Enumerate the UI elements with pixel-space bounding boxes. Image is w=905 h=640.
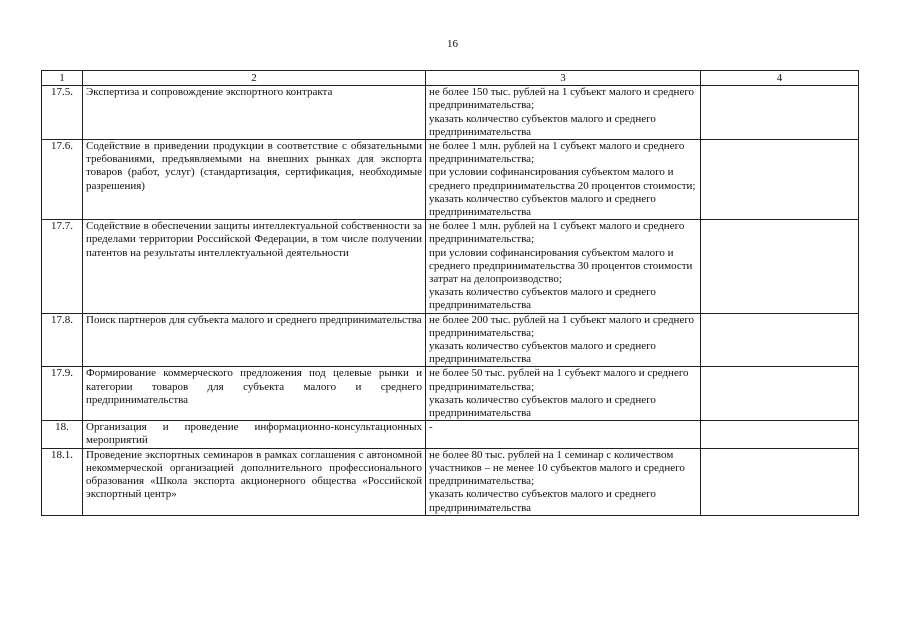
item-column-4 [701,86,859,140]
column-header: 1 [42,71,83,86]
column-header: 3 [426,71,701,86]
item-column-4 [701,367,859,421]
item-number: 17.5. [42,86,83,140]
table-row [42,140,859,220]
item-number: 17.6. [42,140,83,220]
page-number: 16 [447,38,458,50]
item-condition: не более 80 тыс. рублей на 1 семинар с количеством участников – не менее 10 субъектов малого и среднего предпринимательства; указать количество субъектов малого и среднего предпринимательства [426,448,701,515]
item-name: Экспертиза и сопровождение экспортного контракта [83,86,426,140]
item-name: Формирование коммерческого предложения под целевые рынки и категории товаров для субъекта малого и среднего предпринимательства [83,367,426,421]
column-header: 2 [83,71,426,86]
item-condition: не более 1 млн. рублей на 1 субъект малого и среднего предпринимательства; при условии софинансирования субъектом малого и среднего предпринимательства 20 процентов стоимости; указать количество субъектов малого и среднего предпринимательства [426,140,701,220]
table-header-row [42,71,859,86]
item-number: 18.1. [42,448,83,515]
item-column-4 [701,448,859,515]
item-column-4 [701,313,859,367]
item-number: 17.7. [42,220,83,313]
item-name: Организация и проведение информационно-консультационных мероприятий [83,421,426,448]
table-row [42,448,859,515]
table-row [42,421,859,448]
item-condition: - [426,421,701,448]
item-column-4 [701,220,859,313]
item-condition: не более 1 млн. рублей на 1 субъект малого и среднего предпринимательства; при условии софинансирования субъектом малого и среднего предпринимательства 30 процентов стоимости затрат на делопроизводство; указать количество субъектов малого и среднего предпринимательства [426,220,701,313]
column-header: 4 [701,71,859,86]
item-number: 17.9. [42,367,83,421]
item-name: Содействие в приведении продукции в соответствие с обязательными требованиями, предъявляемыми на внешних рынках для экспорта товаров (работ, услуг) (стандартизация, сертификация, необходимые разрешения) [83,140,426,220]
item-condition: не более 150 тыс. рублей на 1 субъект малого и среднего предпринимательства; указать количество субъектов малого и среднего предпринимательства [426,86,701,140]
document-table [41,70,859,516]
item-name: Содействие в обеспечении защиты интеллектуальной собственности за пределами территории Российской Федерации, в том числе получении патентов на результаты интеллектуальной деятельности [83,220,426,313]
item-name: Проведение экспортных семинаров в рамках соглашения с автономной некоммерческой организацией дополнительного профессионального образования «Школа экспорта акционерного общества «Российской экспортный центр» [83,448,426,515]
item-number: 18. [42,421,83,448]
table-row [42,220,859,313]
item-number: 17.8. [42,313,83,367]
item-column-4 [701,421,859,448]
item-column-4 [701,140,859,220]
item-condition: не более 200 тыс. рублей на 1 субъект малого и среднего предпринимательства; указать количество субъектов малого и среднего предпринимательства [426,313,701,367]
item-name: Поиск партнеров для субъекта малого и среднего предпринимательства [83,313,426,367]
item-condition: не более 50 тыс. рублей на 1 субъект малого и среднего предпринимательства; указать количество субъектов малого и среднего предпринимательства [426,367,701,421]
table-row [42,367,859,421]
table-row [42,313,859,367]
table-row [42,86,859,140]
